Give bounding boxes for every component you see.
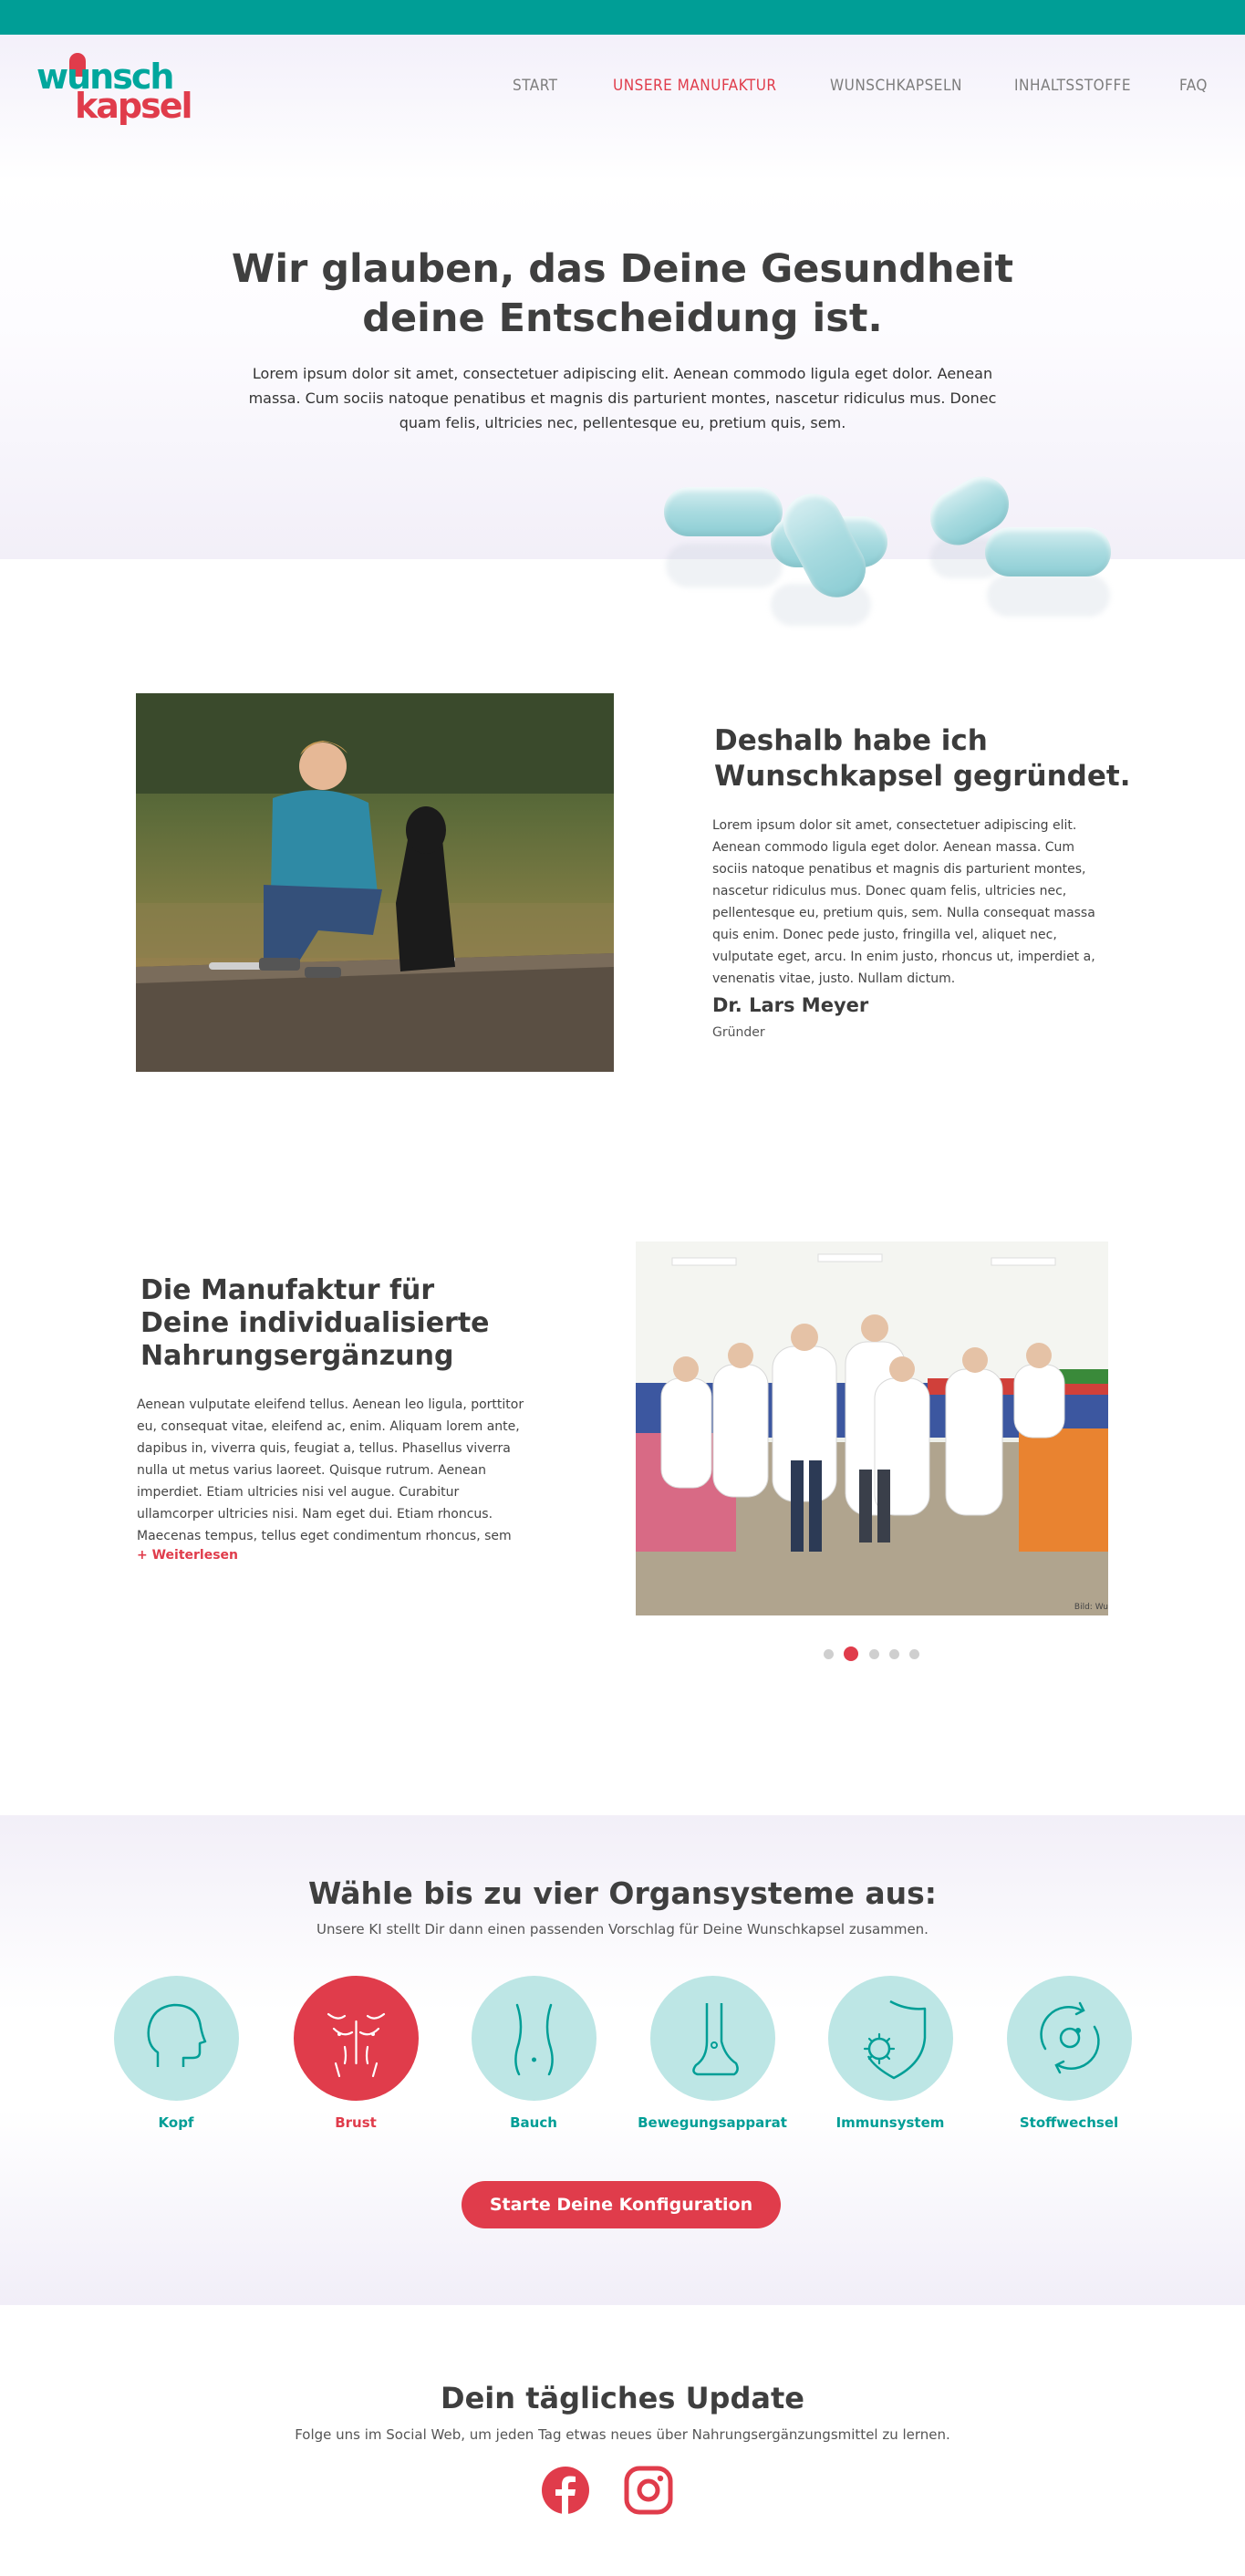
start-configuration-button[interactable]: Starte Deine Konfiguration [462,2181,781,2228]
nav-faq[interactable]: FAQ [1179,77,1208,95]
founder-title [714,723,1143,795]
founder-title-line2: Wunschkapsel gegründet. [714,760,1131,793]
manufaktur-text: Aenean vulputate eleifend tellus. Aenean leo ligula, porttitor eu, consequat vitae, eleifend ac, enim. Aliquam lorem ante, dapibus in, viverra quis, feugiat a, tellus. Phasellus viverra nulla ut metus varius laoreet. Quisque rutrum. Aenean imperdiet. Etiam ultricies nisi vel augue. Curabitur ullamcorper ultricies nisi. Nam eget dui. Etiam rhoncus. Maecenas tempus, tellus eget condimentum rhoncus, sem [137,1397,524,1543]
organ-kopf-button[interactable] [114,1976,239,2101]
manufaktur-title-line3: Nahrungsergänzung [140,1340,454,1372]
organ-bauch-label: Bauch [510,2114,557,2131]
head-icon [114,1976,239,2101]
instagram-link[interactable] [624,2466,673,2515]
organ-bauch-button[interactable] [472,1976,597,2101]
instagram-icon [624,2466,673,2515]
team-photo[interactable] [636,1241,1108,1615]
photo-credit: Bild: Wu [1074,1603,1108,1612]
organ-subtitle: Unsere KI stellt Dir dann einen passenden Vorschlag für Deine Wunschkapsel zusammen. [316,1921,929,1937]
carousel-dot-3[interactable] [869,1649,879,1659]
shield-virus-icon [828,1976,953,2101]
nav-unsere-manufaktur[interactable]: UNSERE MANUFAKTUR [613,77,777,95]
organ-kopf-label: Kopf [158,2114,194,2131]
carousel-dot-5[interactable] [909,1649,919,1659]
organ-stoffwechsel-button[interactable] [1007,1976,1132,2101]
update-subtitle: Folge uns im Social Web, um jeden Tag etwas neues über Nahrungsergänzungsmittel zu lernen. [295,2426,950,2443]
organ-immunsystem-label: Immunsystem [835,2114,945,2131]
manufaktur-title-line1: Die Manufaktur für [140,1274,435,1306]
metabolism-icon [1007,1976,1132,2101]
founder-name: Dr. Lars Meyer [712,994,869,1016]
manufaktur-title [140,1274,560,1373]
hero-title-line2: deine Entscheidung ist. [362,296,883,341]
manufaktur-title-line2: Deine individualisierte [140,1307,490,1339]
founder-photo [136,693,614,1072]
organ-title: Wähle bis zu vier Organsysteme aus: [308,1875,937,1911]
facebook-link[interactable] [541,2466,590,2515]
organ-bewegungsapparat-label: Bewegungsapparat [638,2114,787,2131]
belly-icon [472,1976,597,2101]
logo-line2: kapsel [75,86,192,126]
hero-title-line1: Wir glauben, das Deine Gesundheit [231,246,1014,292]
organ-brust-label: Brust [335,2114,377,2131]
read-more-link[interactable]: + Weiterlesen [137,1548,239,1563]
nav-wunschkapseln[interactable]: WUNSCHKAPSELN [830,77,962,95]
carousel-dot-4[interactable] [889,1649,899,1659]
nav-inhaltsstoffe[interactable]: INHALTSSTOFFE [1014,77,1131,95]
organ-bewegungsapparat-button[interactable] [650,1976,775,2101]
foot-icon [650,1976,775,2101]
chest-icon [294,1976,419,2101]
facebook-icon [541,2466,590,2515]
founder-role: Gründer [712,1025,765,1040]
founder-title-line1: Deshalb habe ich [714,724,988,757]
logo[interactable] [33,47,192,130]
update-title: Dein tägliches Update [441,2381,804,2415]
hero-title [182,244,1063,343]
organ-brust-button[interactable] [294,1976,419,2101]
organ-stoffwechsel-label: Stoffwechsel [1019,2114,1119,2131]
founder-text: Lorem ipsum dolor sit amet, consectetuer adipiscing elit. Aenean commodo ligula eget dolor. Aenean massa. Cum sociis natoque penatibus et magnis dis parturient montes, nascetur ridiculus mus. Donec quam felis, ultricies nec, pellentesque eu, pretium quis, sem. Nulla consequat massa quis enim. Donec pede justo, fringilla vel, aliquet nec, vulputate eget, arcu. In enim justo, rhoncus ut, imperdiet a, venenatis vitae, justo. Nullam dictum. [712,818,1095,986]
organ-immunsystem-button[interactable] [828,1976,953,2101]
carousel-dot-2[interactable] [844,1646,858,1661]
hero-text: Lorem ipsum dolor sit amet, consectetuer adipiscing elit. Aenean commodo ligula eget dolor. Aenean massa. Cum sociis natoque penatibus et magnis dis parturient montes, nascetur ridiculus mus. Donec quam felis, ultricies nec, pellentesque eu, pretium quis, sem. [248,365,997,431]
top-accent-bar [0,0,1245,35]
nav-start[interactable]: START [513,77,558,95]
carousel-dot-1[interactable] [824,1649,834,1659]
logo-line1: wunsch [36,57,173,97]
